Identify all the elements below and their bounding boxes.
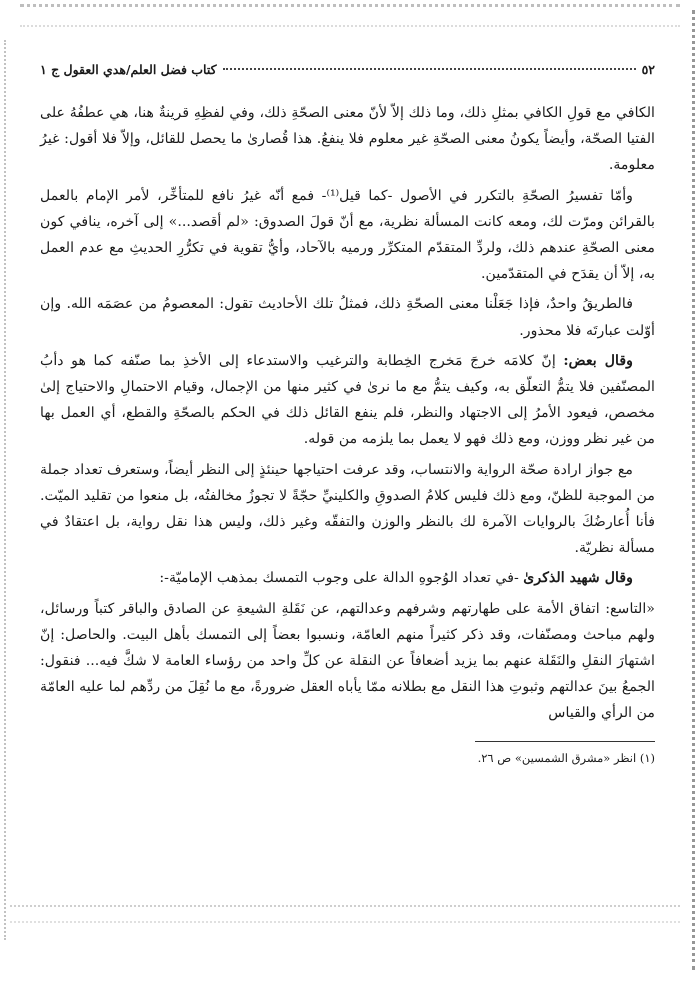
- paragraph-5: مع جواز ارادة صحّة الرواية والانتساب، وقد عرفت احتياجها حينئذٍ إلى النظر أيضاً، وستعرف تعداد جملة من الموجبة للظنّ، ومع ذلك فليس كلامُ الصدوقِ والكلينيِّ حجّةً لا تجوزُ مخالفتُه، بل منعوا من تقليد الميّت. فأنا أُعارضُكَ بالروايات الآمرة لك بالنظر والوزن والتفقّه وغير ذلك، وليس هذا نقل رواية، بل اعتقادٌ في مسألة نظريّة.: [40, 461, 655, 557]
- header-dot-leader: [223, 68, 636, 70]
- paragraph-2: وأمّا تفسيرُ الصحّةِ بالتكرر في الأصول -كما قيل⁽¹⁾- فمع أنّه غيرُ نافع للمتأخِّر، لأمر الإمام بالعمل بالقرائن ومرّت لك، ومعه كانت المسألة نظرية، مع أنّ قولَ الصدوق: «لم أقصد...» إلى آخره، ينافي كون معنى الصحّةِ عندهم ذلك، ولردِّ المتقدّم المتكرِّر ورميه بالآحاد، وأيُّ تقوية في تكرُّرِ الحديثِ مع عدم العمل به، إلاّ أن يقدَح في المتقدّمين.: [40, 187, 655, 283]
- footnote-divider: [475, 741, 655, 742]
- running-header: [40, 62, 655, 84]
- book-page: [40, 62, 655, 768]
- paragraph-6: [40, 565, 655, 591]
- speaker-label: وقال شهيد الذكرىٰ: [523, 570, 633, 587]
- speaker-label: وقال بعض:: [563, 352, 633, 369]
- paragraph-3: فالطريقُ واحدٌ، فإذا جَعَلْنا معنى الصحّةِ ذلك، فمثلُ تلك الأحاديث تقول: المعصومُ من عصَمَه الله. وإن أوّلت عبارتَه فلا محذور.: [40, 296, 655, 339]
- scan-edge-right: [682, 10, 695, 970]
- paragraph-4: [40, 348, 655, 453]
- page-number: ٥٢: [641, 62, 655, 77]
- running-title: كتاب فضل العلم/هدي العقول ج ١: [40, 62, 217, 77]
- paragraph-6-text: -في تعداد الوُجوهِ الدالة على وجوب التمسك بمذهب الإماميّة-:: [159, 570, 519, 587]
- paragraph-1: الكافي مع قولِ الكافي بمثلِ ذلك، وما ذلك إلاّ لأنّ معنى الصحّةِ ذلك، وفي لفظِهِ قرينةٌ هنا، هي عطفُهُ على الفتيا الصحّة، وأيضاً يكونُ معنى الصحّةِ غير معلوم فلا ينفعُ. هذا قُصارىٰ ما يحصل للقائل، وإلاّ فلا أقول: غيرُ معلومة.: [40, 105, 655, 174]
- scan-edge-top: [20, 4, 680, 27]
- scan-edge-bottom: [10, 905, 680, 923]
- body-text: [40, 100, 655, 727]
- paragraph-4-text: إنّ كلامَه خرجَ مَخرج الخِطابة والترغيب والاستدعاء إلى الأخذِ بما صنّفه كما هو دأبُ المصنّفين فلا يتمُّ التعلّق به، وكيف يتمُّ مع ما نرىٰ في كثير منها من الإجمال، وقيام الاحتمالِ والاحتياج إلىٰ مخصص، فيعود الأمرُ إلى الاجتهاد والنظر، فلم ينفع القائل ذلك في الحكم بالصحّةِ والقطع، أي العمل بها من غير نظر ووزن، ومع ذلك فهو لا يعمل بما يلزمه من قوله.: [40, 352, 655, 448]
- footnote: (١) انظر «مشرق الشمسين» ص ٢٦.: [477, 750, 655, 765]
- paragraph-7-quote: «التاسع: اتفاق الأمة على طهارتهم وشرفهم وعدالتهم، عن نَقَلةِ الشيعةِ عن الصادق والباقر كتباً ورسائل، ولهم مباحث ومصنّفات، وقد ذكر كثيراً منهم العامّة، ونسبوا بعضاً إلى التمسك بأهل البيت. والحاصل: إنّ اشتهارَ النقلِ والنَقَلة عنهم بما يزيد أضعافاً عن النقلة عن كلِّ واحد من رؤساء العامة لا شكَّ فيه... فنقول: الجمعُ بينَ عدالتهم وثبوتِ هذا النقل مع بطلانه ممّا يأباه العقل ضرورةً، مع ما نُقِلَ من ردِّهم لما عليه العامّة من الرأي والقياس: [40, 600, 655, 722]
- scan-edge-left: [4, 40, 16, 940]
